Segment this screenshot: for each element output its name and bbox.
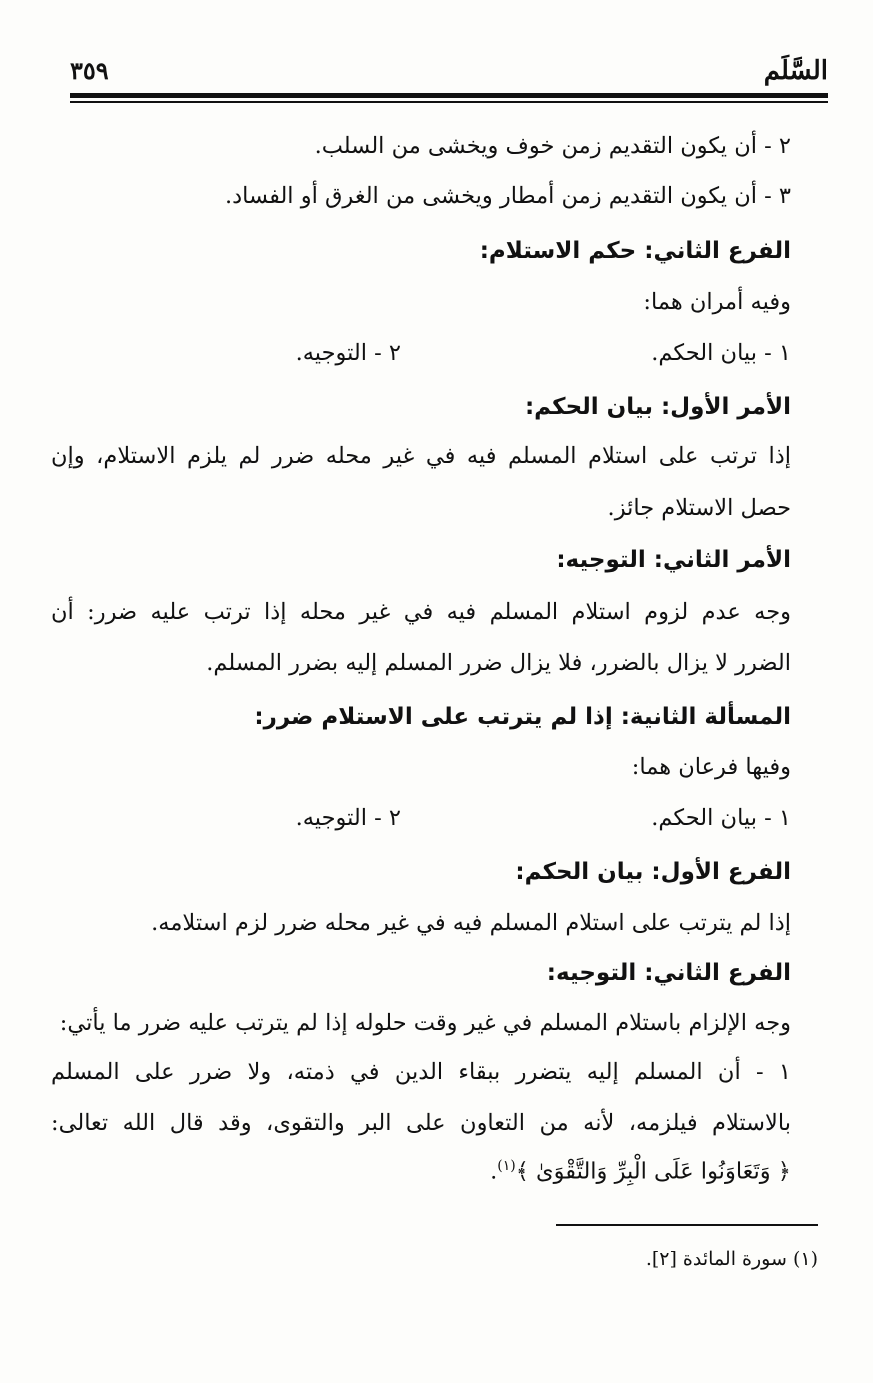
- section-heading: المسألة الثانية: إذا لم يترتب على الاستلام ضرر:: [254, 704, 791, 730]
- section-heading: الفرع الأول: بيان الحكم:: [515, 859, 791, 885]
- header-rule-thin: [70, 101, 828, 103]
- verse-end-period: .: [490, 1158, 498, 1185]
- text-line: وجه الإلزام باستلام المسلم في غير وقت حلوله إذا لم يترتب عليه ضرر ما يأتي:: [59, 1010, 791, 1036]
- enumeration-row: [51, 340, 791, 376]
- text-line: ١ - أن المسلم إليه يتضرر ببقاء الدين في ذمته، ولا ضرر على المسلم: [51, 1059, 791, 1085]
- running-title: السَّلَم: [763, 56, 828, 86]
- page-number: ٣٥٩: [70, 56, 109, 85]
- text-line: إذا لم يترتب على استلام المسلم فيه في غير محله ضرر لزم استلامه.: [151, 910, 791, 936]
- text-line: وفيها فرعان هما:: [631, 754, 791, 780]
- footnote-reference: (١): [497, 1158, 516, 1174]
- text-line: بالاستلام فيلزمه، لأنه من التعاون على البر والتقوى، وقد قال الله تعالى:: [51, 1110, 791, 1136]
- text-line: ٢ - أن يكون التقديم زمن خوف ويخشى من السلب.: [314, 133, 791, 159]
- text-line: حصل الاستلام جائز.: [607, 495, 791, 521]
- footnote-separator: [556, 1224, 818, 1226]
- footnote: (١) سورة المائدة [٢].: [645, 1248, 818, 1270]
- quran-verse-line: [51, 1158, 791, 1185]
- section-heading: الأمر الأول: بيان الحكم:: [524, 394, 791, 420]
- enum-item: ٢ - التوجيه.: [295, 805, 401, 831]
- section-heading: الفرع الثاني: حكم الاستلام:: [479, 238, 791, 264]
- enum-item: ١ - بيان الحكم.: [651, 805, 791, 831]
- text-line: إذا ترتب على استلام المسلم فيه في غير محله ضرر لم يلزم الاستلام، وإن: [51, 443, 791, 469]
- text-line: وجه عدم لزوم استلام المسلم فيه في غير محله إذا ترتب عليه ضرر: أن: [51, 599, 791, 625]
- enumeration-row: [51, 805, 791, 841]
- text-line: وفيه أمران هما:: [643, 289, 791, 315]
- quran-verse: ﴿ وَتَعَاوَنُوا عَلَى الْبِرِّ وَالتَّقْوَىٰ ﴾: [515, 1158, 791, 1185]
- section-heading: الأمر الثاني: التوجيه:: [556, 547, 791, 573]
- enum-item: ٢ - التوجيه.: [295, 340, 401, 366]
- page-header: [70, 56, 828, 92]
- text-line: الضرر لا يزال بالضرر، فلا يزال ضرر المسلم إليه بضرر المسلم.: [206, 650, 791, 676]
- enum-item: ١ - بيان الحكم.: [651, 340, 791, 366]
- section-heading: الفرع الثاني: التوجيه:: [546, 960, 791, 986]
- header-rule-thick: [70, 93, 828, 98]
- text-line: ٣ - أن يكون التقديم زمن أمطار ويخشى من الغرق أو الفساد.: [224, 183, 791, 209]
